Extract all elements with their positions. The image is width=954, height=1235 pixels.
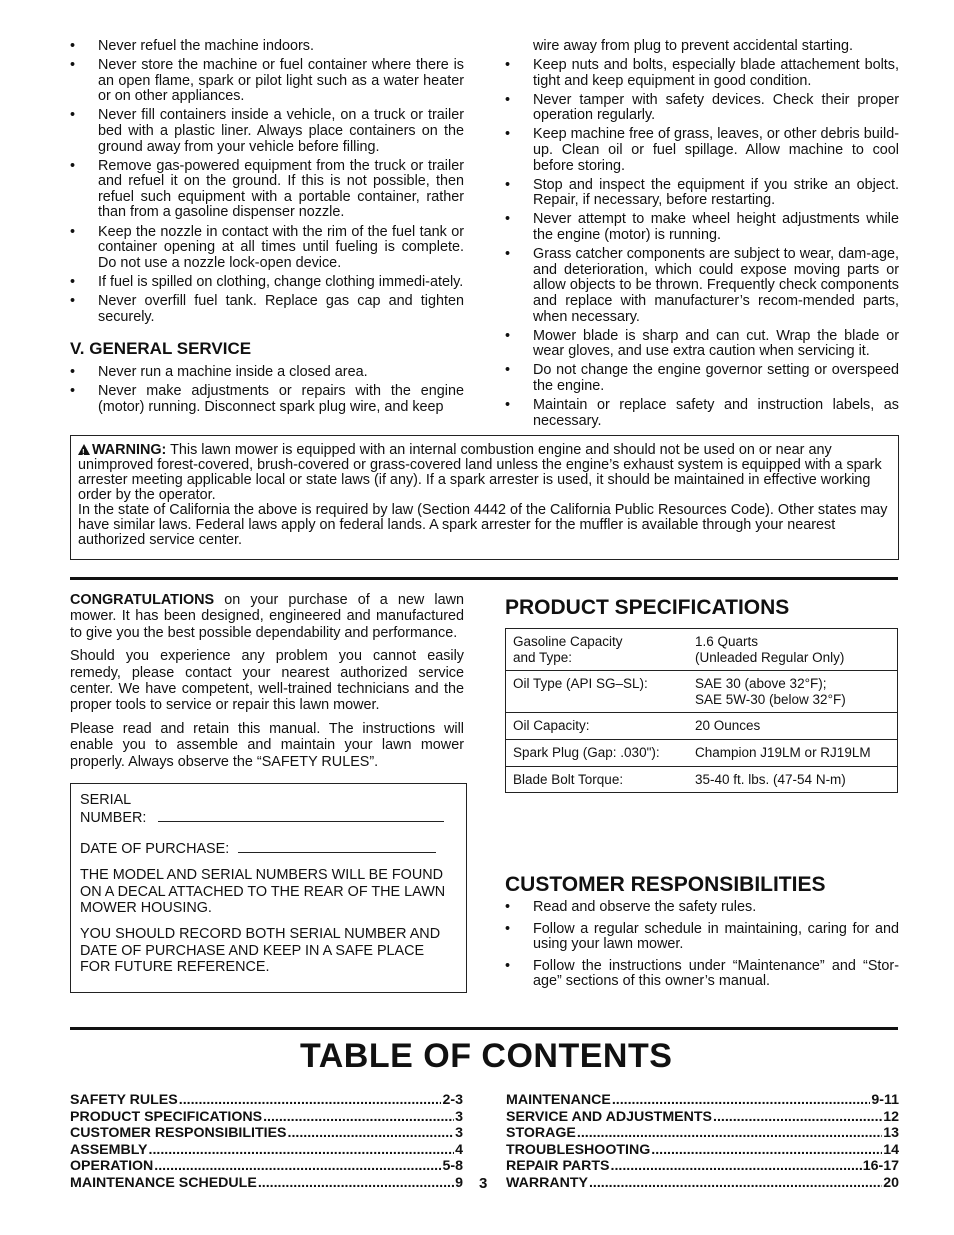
table-row — [506, 671, 898, 713]
divider — [70, 1027, 898, 1030]
toc-entry-assembly[interactable]: ASSEMBLY ..... 4 — [70, 1142, 463, 1159]
safety-left-column — [70, 39, 464, 419]
warning-box — [70, 435, 899, 560]
toc-entry-operation[interactable]: OPERATION ..... 5-8 — [70, 1158, 463, 1175]
general-service-heading: V. GENERAL SERVICE — [70, 339, 252, 359]
toc-title: TABLE OF CONTENTS — [300, 1037, 673, 1075]
congrats-label: CONGRATULATIONS — [70, 592, 215, 608]
table-row — [506, 766, 898, 793]
toc-entry-repair-parts[interactable]: REPAIR PARTS ..... 16-17 — [506, 1158, 899, 1175]
spec-value: 1.6 Quarts (Unleaded Regular Only) — [688, 629, 898, 671]
list-item: • Follow the instructions under “Maintenance” and “Stor-age” sections of this owner’s manual. — [505, 959, 899, 990]
spec-key: Blade Bolt Torque: — [506, 766, 689, 793]
record-note: THE MODEL AND SERIAL NUMBERS WILL BE FOUND ON A DECAL ATTACHED TO THE REAR OF THE LAWN MOWER HOUSING. — [80, 867, 446, 917]
toc-entry-product-specifications[interactable]: PRODUCT SPECIFICATIONS ..... 3 — [70, 1109, 463, 1126]
spec-key: Oil Type (API SG–SL): — [506, 671, 689, 713]
list-item: • Stop and inspect the equipment if you strike an object. Repair, if necessary, before restarting. — [505, 178, 899, 209]
serial-number-label: NUMBER: — [80, 810, 147, 827]
customer-responsibilities-list — [505, 900, 899, 993]
continued-text: wire away from plug to prevent accidental starting. — [533, 38, 853, 54]
warning-triangle-icon — [78, 444, 90, 455]
warning-text: This lawn mower is equipped with an internal combustion engine and should not be used on or near any unimproved forest-covered, brush-covered or grass-covered land unless the engine’s exhaust system is equipped with a spark arrester meeting applicable local or state laws (if any). If a spark arrester is used, it should be maintained in effective working order by the operator. — [78, 442, 882, 503]
toc-entry-maintenance[interactable]: MAINTENANCE ..... 9-11 — [506, 1092, 899, 1109]
warning-label: WARNING: — [92, 442, 167, 458]
toc-entry-warranty[interactable]: WARRANTY ..... 20 — [506, 1175, 899, 1192]
spec-table — [505, 628, 898, 793]
list-item: • Never store the machine or fuel container where there is an open flame, spark or pilot light such as a water heater or on other appliances. — [70, 58, 464, 105]
spec-value: 20 Ounces — [688, 713, 898, 740]
divider — [70, 577, 898, 580]
fuel-safety-list — [70, 39, 464, 325]
spec-value: 35-40 ft. lbs. (47-54 N-m) — [688, 766, 898, 793]
list-item: • Never refuel the machine indoors. — [70, 39, 464, 55]
table-row — [506, 713, 898, 740]
list-item: • Keep the nozzle in contact with the rim of the fuel tank or container opening at all times until fueling is complete. Do not use a nozzle lock-open device. — [70, 225, 464, 272]
list-item: • If fuel is spilled on clothing, change clothing immedi-ately. — [70, 275, 464, 291]
table-row — [506, 739, 898, 766]
list-item: • Read and observe the safety rules. — [505, 900, 899, 916]
product-specifications-heading: PRODUCT SPECIFICATIONS — [505, 596, 790, 619]
list-item: • Keep machine free of grass, leaves, or other debris build-up. Clean oil or fuel spillage. Allow machine to cool before storing. — [505, 127, 899, 174]
list-item: • Do not change the engine governor setting or overspeed the engine. — [505, 363, 899, 394]
list-item: • Keep nuts and bolts, especially blade attachement bolts, tight and keep equipment in good condition. — [505, 58, 899, 89]
spec-key: Gasoline Capacity and Type: — [506, 629, 689, 671]
serial-label: SERIAL — [80, 792, 132, 808]
toc-entry-storage[interactable]: STORAGE ..... 13 — [506, 1125, 899, 1142]
list-item: • Mower blade is sharp and can cut. Wrap the blade or wear gloves, and use extra caution when servicing it. — [505, 329, 899, 360]
spec-key: Oil Capacity: — [506, 713, 689, 740]
intro-section — [70, 592, 464, 777]
toc-left-column — [70, 1092, 463, 1192]
date-of-purchase-label: DATE OF PURCHASE: — [80, 840, 230, 857]
spec-value: Champion J19LM or RJ19LM — [688, 739, 898, 766]
list-item: • Never make adjustments or repairs with the engine (motor) running. Disconnect spark plug wire, and keep — [70, 384, 464, 415]
list-item: • Never fill containers inside a vehicle, on a truck or trailer bed with a plastic liner. Always place containers on the ground away from your vehicle before filling. — [70, 108, 464, 155]
general-service-list — [70, 365, 464, 415]
spec-key: Spark Plug (Gap: .030"): — [506, 739, 689, 766]
list-item: • Follow a regular schedule in maintaining, caring for and using your lawn mower. — [505, 922, 899, 953]
safety-right-column — [505, 39, 899, 433]
warning-text-california: In the state of California the above is required by law (Section 4442 of the California Public Resources Code). Other states may have similar laws. Federal laws apply on federal lands. A spark arrester for the muffler is available through your nearest authorized service center. — [78, 502, 888, 548]
toc-entry-customer-responsibilities[interactable]: CUSTOMER RESPONSIBILITIES ..... 3 — [70, 1125, 463, 1142]
list-item: • Grass catcher components are subject to wear, dam-age, and deterioration, which could expose moving parts or allow objects to be thrown. Frequently check components and replace with manufacturer’s recom-mended parts, when necessary. — [505, 247, 899, 325]
record-box — [70, 783, 467, 993]
toc-entry-service-and-adjustments[interactable]: SERVICE AND ADJUSTMENTS ..... 12 — [506, 1109, 899, 1126]
spec-value: SAE 30 (above 32°F); SAE 5W-30 (below 32°F) — [688, 671, 898, 713]
list-item: • Never tamper with safety devices. Check their proper operation regularly. — [505, 93, 899, 124]
toc-entry-safety-rules[interactable]: SAFETY RULES ..... 2-3 — [70, 1092, 463, 1109]
maintenance-safety-list — [505, 58, 899, 429]
congrats-text: on your purchase of a new lawn mower. It has been designed, engineered and manufactured to give you the best possible dependability and performance. — [70, 592, 464, 641]
intro-paragraph: Should you experience any problem you cannot easily remedy, please contact your nearest authorized service center. We have competent, well-trained technicians and the proper tools to service or repair this lawn mower. — [70, 648, 464, 714]
intro-paragraph: Please read and retain this manual. The instructions will enable you to assemble and maintain your lawn mower properly. Always observe the “SAFETY RULES”. — [70, 720, 464, 770]
table-row — [506, 629, 898, 671]
toc-right-column — [506, 1092, 899, 1192]
list-item: • Remove gas-powered equipment from the truck or trailer and refuel it on the ground. If this is not possible, then refuel such equipment with a portable container, rather than from a gasoline dispenser nozzle. — [70, 159, 464, 221]
serial-number-field[interactable] — [158, 808, 444, 822]
toc-entry-maintenance-schedule[interactable]: MAINTENANCE SCHEDULE ..... 9 — [70, 1175, 463, 1192]
list-item: • Never attempt to make wheel height adjustments while the engine (motor) is running. — [505, 212, 899, 243]
date-of-purchase-field[interactable] — [238, 839, 436, 853]
list-item: • Never overfill fuel tank. Replace gas cap and tighten securely. — [70, 294, 464, 325]
record-note: YOU SHOULD RECORD BOTH SERIAL NUMBER AND DATE OF PURCHASE AND KEEP IN A SAFE PLACE FOR FUTURE REFERENCE. — [80, 926, 441, 976]
toc-entry-troubleshooting[interactable]: TROUBLESHOOTING ..... 14 — [506, 1142, 899, 1159]
list-item: • Never run a machine inside a closed area. — [70, 365, 464, 381]
list-item: • Maintain or replace safety and instruction labels, as necessary. — [505, 398, 899, 429]
page-number: 3 — [479, 1175, 488, 1192]
customer-responsibilities-heading: CUSTOMER RESPONSIBILITIES — [505, 873, 826, 896]
